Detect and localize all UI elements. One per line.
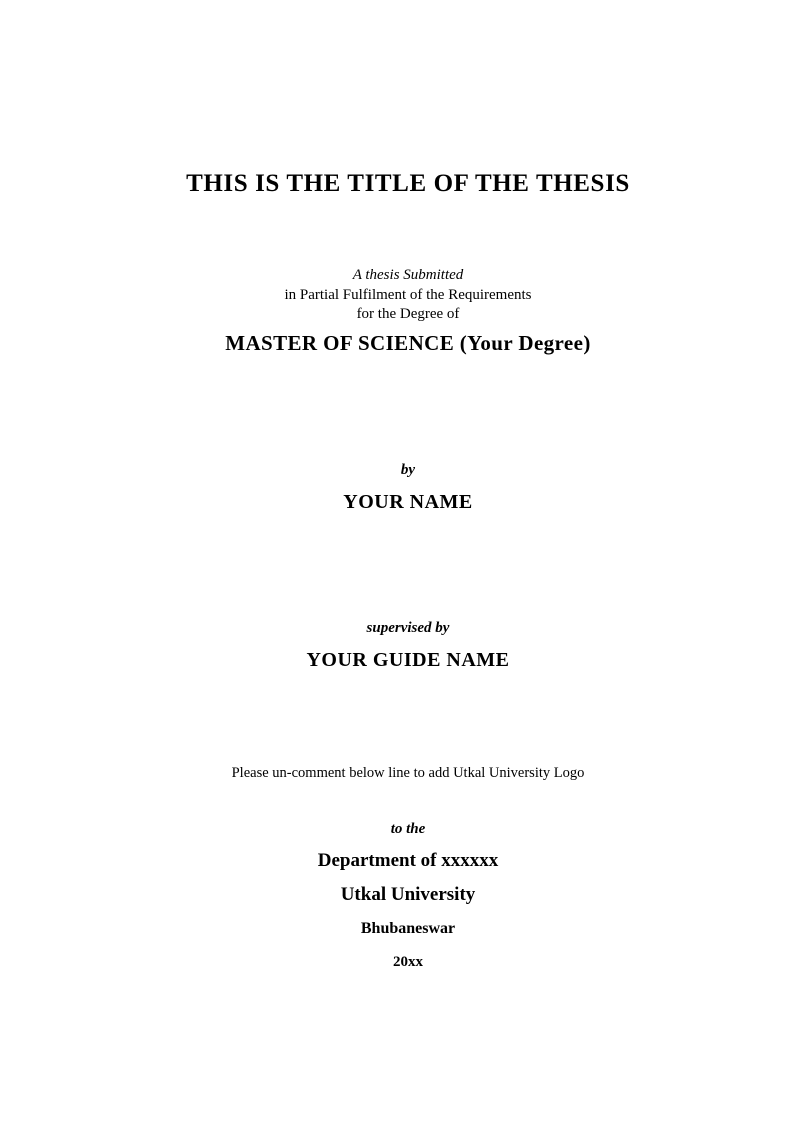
year: 20xx: [393, 954, 423, 970]
thesis-title: THIS IS THE TITLE OF THE THESIS: [186, 170, 630, 197]
city-name: Bhubaneswar: [360, 920, 456, 937]
submission-line-3: for the Degree of: [356, 306, 460, 322]
submission-statement: [22, 266, 794, 325]
author-name: YOUR NAME: [343, 491, 473, 513]
to-the-label: to the: [390, 821, 426, 837]
supervisor-name: YOUR GUIDE NAME: [306, 649, 510, 671]
supervised-by-label: supervised by: [366, 620, 450, 636]
department-name: Department of xxxxxx: [317, 850, 499, 871]
by-label: by: [400, 462, 416, 478]
logo-placeholder-note: Please un-comment below line to add Utkal University Logo: [231, 765, 585, 781]
degree-name: MASTER OF SCIENCE (Your Degree): [225, 331, 591, 355]
submission-line-2: in Partial Fulfilment of the Requirements: [284, 286, 532, 303]
submission-line-1: A thesis Submitted: [352, 267, 464, 283]
university-name: Utkal University: [340, 884, 476, 905]
